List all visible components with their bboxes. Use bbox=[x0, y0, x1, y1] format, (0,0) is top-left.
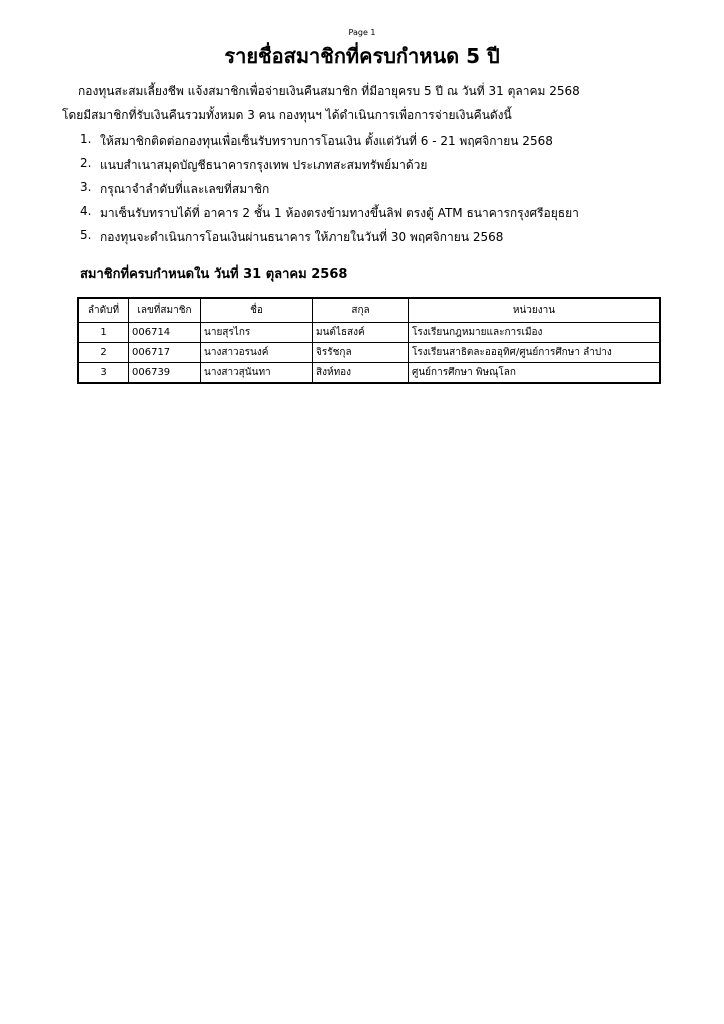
cell-surname: มนต์ไธสงค์ bbox=[313, 323, 409, 343]
list-item bbox=[80, 156, 579, 180]
instruction-list bbox=[80, 132, 579, 252]
cell-department: โรงเรียนสาธิตละอออุทิศ/ศูนย์การศึกษา ลำปาง bbox=[409, 343, 660, 363]
table-row bbox=[79, 323, 660, 343]
cell-department: โรงเรียนกฎหมายและการเมือง bbox=[409, 323, 660, 343]
column-header-sequence: ลำดับที่ bbox=[79, 299, 129, 323]
cell-surname: สิงห์ทอง bbox=[313, 363, 409, 383]
list-item-text: กรุณาจำลำดับที่และเลขที่สมาชิก bbox=[100, 182, 270, 196]
list-item bbox=[80, 180, 579, 204]
list-item-number: 3. bbox=[80, 180, 92, 194]
list-item-text: ให้สมาชิกติดต่อกองทุนเพื่อเซ็นรับทราบการโอนเงิน ตั้งแต่วันที่ 6 - 21 พฤศจิกายน 2568 bbox=[100, 134, 553, 148]
table-row bbox=[79, 363, 660, 383]
column-header-member-id: เลขที่สมาชิก bbox=[129, 299, 201, 323]
page-number: Page 1 bbox=[348, 28, 376, 37]
cell-first-name: นายสุรไกร bbox=[201, 323, 313, 343]
cell-member-id: 006714 bbox=[129, 323, 201, 343]
intro-line-2: โดยมีสมาชิกที่รับเงินคืนรวมทั้งหมด 3 คน กองทุนฯ ได้ดำเนินการเพื่อการจ่ายเงินคืนดังนี้ bbox=[62, 108, 512, 122]
cell-member-id: 006717 bbox=[129, 343, 201, 363]
list-item-number: 5. bbox=[80, 228, 92, 242]
members-heading: สมาชิกที่ครบกำหนดใน วันที่ 31 ตุลาคม 2568 bbox=[80, 267, 348, 282]
column-header-first-name: ชื่อ bbox=[201, 299, 313, 323]
members-table bbox=[78, 298, 660, 383]
cell-department: ศูนย์การศึกษา พิษณุโลก bbox=[409, 363, 660, 383]
cell-member-id: 006739 bbox=[129, 363, 201, 383]
cell-first-name: นางสาวสุนันทา bbox=[201, 363, 313, 383]
list-item bbox=[80, 228, 579, 252]
list-item bbox=[80, 132, 579, 156]
list-item-text: มาเซ็นรับทราบได้ที่ อาคาร 2 ชั้น 1 ห้องตรงข้ามทางขึ้นลิฟ ตรงตู้ ATM ธนาคารกรุงศรีอยุธยา bbox=[100, 206, 579, 220]
list-item bbox=[80, 204, 579, 228]
intro-line-1: กองทุนสะสมเลี้ยงชีพ แจ้งสมาชิกเพื่อจ่ายเงินคืนสมาชิก ที่มีอายุครบ 5 ปี ณ วันที่ 31 ตุลาคม 2568 bbox=[78, 84, 580, 98]
list-item-number: 2. bbox=[80, 156, 92, 170]
column-header-surname: สกุล bbox=[313, 299, 409, 323]
cell-sequence: 3 bbox=[79, 363, 129, 383]
cell-sequence: 2 bbox=[79, 343, 129, 363]
list-item-text: แนบสำเนาสมุดบัญชีธนาคารกรุงเทพ ประเภทสะสมทรัพย์มาด้วย bbox=[100, 158, 428, 172]
table-row bbox=[79, 343, 660, 363]
cell-first-name: นางสาวอรนงค์ bbox=[201, 343, 313, 363]
list-item-number: 4. bbox=[80, 204, 92, 218]
table-header-row bbox=[79, 299, 660, 323]
list-item-text: กองทุนจะดำเนินการโอนเงินผ่านธนาคาร ให้ภายในวันที่ 30 พฤศจิกายน 2568 bbox=[100, 230, 504, 244]
cell-sequence: 1 bbox=[79, 323, 129, 343]
document-title: รายชื่อสมาชิกที่ครบกำหนด 5 ปี bbox=[224, 44, 500, 68]
cell-surname: จิรรัชกุล bbox=[313, 343, 409, 363]
list-item-number: 1. bbox=[80, 132, 92, 146]
column-header-department: หน่วยงาน bbox=[409, 299, 660, 323]
